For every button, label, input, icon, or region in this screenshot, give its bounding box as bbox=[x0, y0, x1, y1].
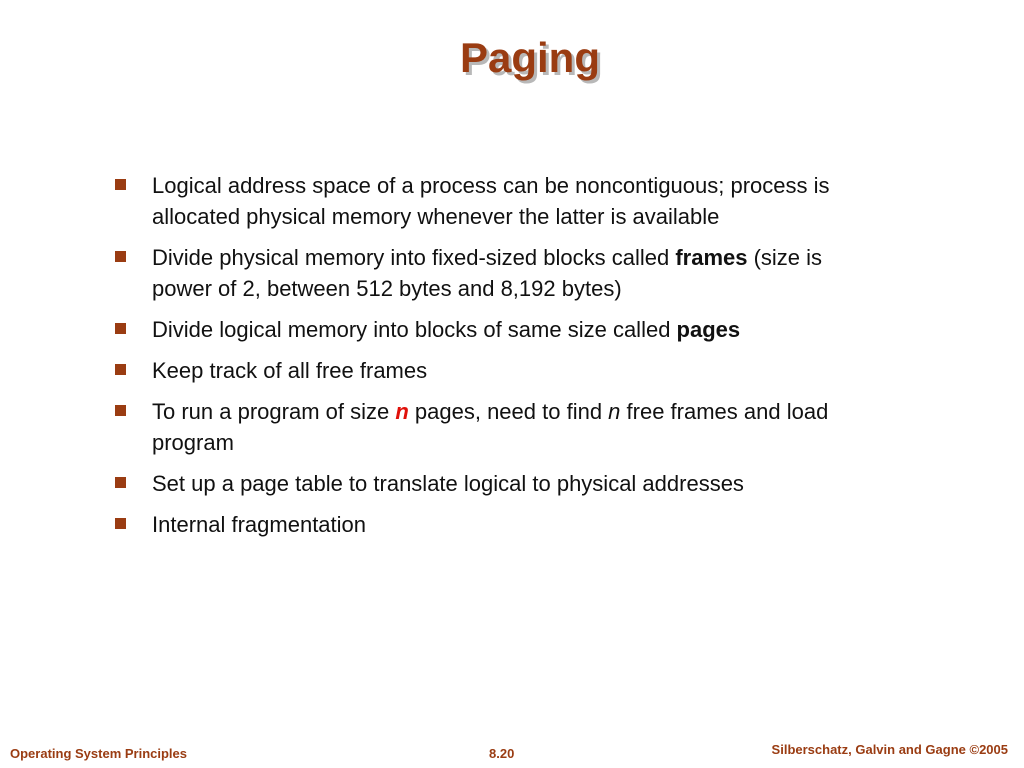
square-bullet-icon bbox=[115, 179, 126, 190]
bullet-text-before: Divide logical memory into blocks of same size called bbox=[152, 317, 677, 342]
square-bullet-icon bbox=[115, 477, 126, 488]
variable-n: n bbox=[608, 399, 621, 424]
bullet-text: Keep track of all free frames bbox=[152, 358, 428, 383]
square-bullet-icon bbox=[115, 518, 126, 529]
square-bullet-icon bbox=[115, 364, 126, 375]
variable-n-red: n bbox=[395, 399, 409, 424]
bullet-item-free-frames bbox=[114, 355, 854, 386]
bullet-text: Logical address space of a process can be noncontiguous; process is allocated physical memory whenever the latter is available bbox=[152, 173, 830, 229]
bullet-item-frames bbox=[114, 242, 854, 304]
footer-copyright: Silberschatz, Galvin and Gagne ©2005 bbox=[771, 742, 1008, 757]
bullet-item-page-table bbox=[114, 468, 854, 499]
term-frames: frames bbox=[675, 245, 748, 270]
bullet-item-pages bbox=[114, 314, 854, 345]
slide-title: Paging bbox=[459, 34, 600, 81]
bullet-item-run-program bbox=[114, 396, 854, 458]
footer-slide-number: 8.20 bbox=[489, 746, 515, 761]
bullet-text-before: Divide physical memory into fixed-sized blocks called bbox=[152, 245, 676, 270]
bullet-list bbox=[114, 170, 854, 550]
bullet-item-fragmentation bbox=[114, 509, 854, 540]
square-bullet-icon bbox=[115, 251, 126, 262]
bullet-text-after: (size is power of 2, between 512 bytes and 8,192 bytes) bbox=[152, 245, 823, 301]
bullet-text: Set up a page table to translate logical to physical addresses bbox=[152, 471, 744, 496]
bullet-text-after: free frames and load program bbox=[152, 399, 829, 455]
bullet-text-middle: pages, need to find bbox=[408, 399, 609, 424]
bullet-text: Internal fragmentation bbox=[152, 512, 367, 537]
square-bullet-icon bbox=[115, 405, 126, 416]
square-bullet-icon bbox=[115, 323, 126, 334]
bullet-item-logical-address bbox=[114, 170, 854, 232]
bullet-text-before: To run a program of size bbox=[152, 399, 396, 424]
footer-course-title: Operating System Principles bbox=[10, 746, 188, 761]
term-pages: pages bbox=[676, 317, 741, 342]
